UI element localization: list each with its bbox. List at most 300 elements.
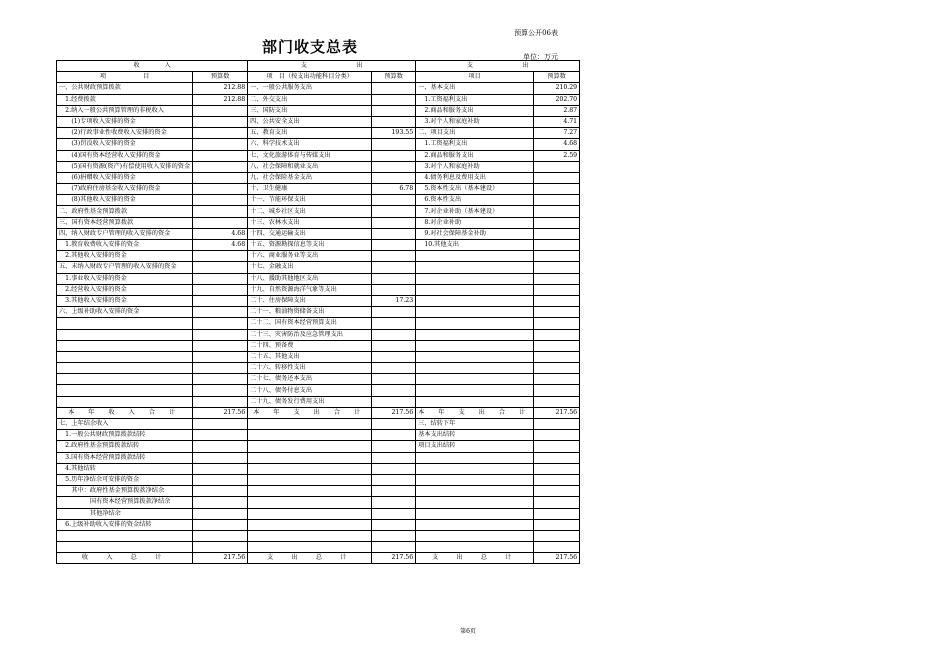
table-row xyxy=(57,542,580,553)
table-cell xyxy=(193,217,248,228)
table-cell xyxy=(534,329,580,340)
table-cell xyxy=(193,262,248,273)
table-row xyxy=(57,139,580,150)
total-row-right-label: 支 出 总 计 xyxy=(416,553,534,564)
table-cell xyxy=(193,295,248,306)
table-row xyxy=(57,228,580,239)
table-cell xyxy=(534,251,580,262)
table-cell: 十六、商业服务业等支出 xyxy=(248,251,372,262)
table-row xyxy=(57,385,580,396)
table-cell xyxy=(534,295,580,306)
table-cell xyxy=(372,195,416,206)
header-row-1 xyxy=(57,61,580,72)
table-cell xyxy=(372,430,416,441)
table-cell: (6)捐赠收入安排的资金 xyxy=(57,172,193,183)
table-cell xyxy=(193,340,248,351)
table-cell xyxy=(193,273,248,284)
table-cell xyxy=(372,206,416,217)
table-cell xyxy=(193,318,248,329)
subtotal-row-expense-value: 217.56 xyxy=(372,407,416,418)
table-cell: 4.68 xyxy=(193,240,248,251)
table-cell: 212.88 xyxy=(193,83,248,94)
col-budget3-header: 预算数 xyxy=(534,72,580,83)
table-cell xyxy=(534,474,580,485)
table-cell xyxy=(372,172,416,183)
table-cell xyxy=(416,318,534,329)
table-cell xyxy=(248,441,372,452)
table-cell xyxy=(193,385,248,396)
total-row-income-label: 收 入 总 计 xyxy=(57,553,193,564)
table-row xyxy=(57,251,580,262)
page-title: 部门收支总表 xyxy=(261,38,358,56)
table-cell: 二十一、粮油物资储备支出 xyxy=(248,307,372,318)
table-cell: 二十四、预备费 xyxy=(248,340,372,351)
table-row xyxy=(57,206,580,217)
table-cell: 3.其他收入安排的资金 xyxy=(57,295,193,306)
table-cell xyxy=(416,530,534,541)
table-cell: 4.68 xyxy=(193,228,248,239)
table-cell: 2.政府性基金预算拨款结转 xyxy=(57,441,193,452)
table-cell xyxy=(372,441,416,452)
table-cell: 二十九、债务发行费用支出 xyxy=(248,396,372,407)
table-cell xyxy=(534,172,580,183)
table-cell xyxy=(534,161,580,172)
table-cell xyxy=(57,329,193,340)
table-cell xyxy=(372,284,416,295)
table-cell: 1.工资福利支出 xyxy=(416,139,534,150)
col-budget-header: 预算数 xyxy=(193,72,248,83)
table-row xyxy=(57,284,580,295)
table-cell: 八、社会保障和就业支出 xyxy=(248,161,372,172)
table-cell: (4)国有资本经营收入安排的资金 xyxy=(57,150,193,161)
table-row xyxy=(57,116,580,127)
table-cell: 一、一般公共服务支出 xyxy=(248,83,372,94)
table-row xyxy=(57,452,580,463)
table-cell xyxy=(416,340,534,351)
table-cell: 1.教育收费收入安排的资金 xyxy=(57,240,193,251)
table-cell: 3.对个人和家庭补助 xyxy=(416,116,534,127)
table-cell: 3.国有资本经营预算拨款结转 xyxy=(57,452,193,463)
table-cell xyxy=(372,251,416,262)
table-cell xyxy=(416,396,534,407)
table-row xyxy=(57,340,580,351)
table-cell xyxy=(416,474,534,485)
table-row xyxy=(57,273,580,284)
table-cell xyxy=(193,195,248,206)
table-cell xyxy=(193,139,248,150)
table-cell xyxy=(416,273,534,284)
table-cell: 二十五、其他支出 xyxy=(248,351,372,362)
table-cell xyxy=(534,228,580,239)
table-row xyxy=(57,519,580,530)
col-item-header: 项 目 xyxy=(57,72,193,83)
table-cell xyxy=(534,497,580,508)
subtotal-row-right-value: 217.56 xyxy=(534,407,580,418)
table-cell: 5.历年净结余可安排的资金 xyxy=(57,474,193,485)
table-cell: (1)专项收入安排的资金 xyxy=(57,116,193,127)
table-cell: 三、国防支出 xyxy=(248,105,372,116)
table-cell xyxy=(193,184,248,195)
table-cell xyxy=(372,217,416,228)
table-cell: 十七、金融支出 xyxy=(248,262,372,273)
table-cell: 十一、节能环保支出 xyxy=(248,195,372,206)
table-cell: 一、公共财政预算拨款 xyxy=(57,83,193,94)
col-item2-header: 项目 xyxy=(416,72,534,83)
table-cell xyxy=(193,329,248,340)
table-cell: 其他净结余 xyxy=(57,508,193,519)
table-row xyxy=(57,105,580,116)
total-row-expense-value: 217.56 xyxy=(372,553,416,564)
table-cell xyxy=(534,419,580,430)
table-cell: 212.88 xyxy=(193,94,248,105)
table-cell xyxy=(534,240,580,251)
table-row xyxy=(57,295,580,306)
table-cell: 二十八、债务付息支出 xyxy=(248,385,372,396)
table-cell xyxy=(534,340,580,351)
total-row-income-value: 217.56 xyxy=(193,553,248,564)
table-cell xyxy=(372,307,416,318)
table-row xyxy=(57,497,580,508)
table-cell xyxy=(534,217,580,228)
form-tag: 预算公开06表 xyxy=(514,29,558,37)
table-cell: 4.债务利息及费用支出 xyxy=(416,172,534,183)
table-cell: 六、上级补助收入安排的资金 xyxy=(57,307,193,318)
subtotal-row xyxy=(57,407,580,418)
table-row xyxy=(57,374,580,385)
table-cell xyxy=(372,340,416,351)
table-cell: 三、结转下年 xyxy=(416,419,534,430)
table-cell xyxy=(193,150,248,161)
table-cell xyxy=(372,508,416,519)
table-cell: 5.资本性支出（基本建设） xyxy=(416,184,534,195)
table-cell: 二十三、灾害防治及应急管理支出 xyxy=(248,329,372,340)
table-row xyxy=(57,83,580,94)
table-cell xyxy=(372,228,416,239)
table-cell: 9.对社会保障基金补助 xyxy=(416,228,534,239)
table-cell xyxy=(416,542,534,553)
table-cell xyxy=(372,139,416,150)
table-cell xyxy=(372,83,416,94)
table-cell: 2.87 xyxy=(534,105,580,116)
table-cell: 十、卫生健康 xyxy=(248,184,372,195)
table-cell xyxy=(57,363,193,374)
table-cell: 8.对企业补助 xyxy=(416,217,534,228)
table-cell: 202.70 xyxy=(534,94,580,105)
table-cell: 三、国有资本经营预算拨款 xyxy=(57,217,193,228)
table-cell xyxy=(248,542,372,553)
table-cell xyxy=(193,519,248,530)
table-cell xyxy=(193,374,248,385)
table-cell: 二十六、转移性支出 xyxy=(248,363,372,374)
table-cell xyxy=(372,374,416,385)
table-cell xyxy=(193,474,248,485)
subtotal-row-right-label: 本 年 支 出 合 计 xyxy=(416,407,534,418)
col-func-header: 项 目（按支出功能科目分类） xyxy=(248,72,372,83)
table-row xyxy=(57,172,580,183)
table-row xyxy=(57,262,580,273)
table-cell xyxy=(372,318,416,329)
total-row xyxy=(57,553,580,564)
table-cell xyxy=(372,452,416,463)
table-cell xyxy=(534,262,580,273)
total-row-expense-label: 支 出 总 计 xyxy=(248,553,372,564)
table-row xyxy=(57,128,580,139)
table-cell xyxy=(372,474,416,485)
table-cell: 10.其他支出 xyxy=(416,240,534,251)
table-cell: 7.27 xyxy=(534,128,580,139)
table-cell xyxy=(193,172,248,183)
table-cell xyxy=(416,508,534,519)
table-cell xyxy=(372,419,416,430)
table-cell xyxy=(193,396,248,407)
table-cell xyxy=(193,206,248,217)
table-cell xyxy=(416,351,534,362)
table-cell xyxy=(248,497,372,508)
table-cell xyxy=(534,452,580,463)
table-cell xyxy=(534,206,580,217)
table-cell: 基本支出结转 xyxy=(416,430,534,441)
table-cell xyxy=(57,351,193,362)
table-cell xyxy=(416,262,534,273)
table-cell xyxy=(372,396,416,407)
table-cell: 一、基本支出 xyxy=(416,83,534,94)
table-cell: (2)行政事业性收费收入安排的资金 xyxy=(57,128,193,139)
table-cell xyxy=(193,363,248,374)
table-cell xyxy=(248,463,372,474)
table-cell: 九、社会保险基金支出 xyxy=(248,172,372,183)
table-cell: 十五、资源勘探信息等支出 xyxy=(248,240,372,251)
table-cell xyxy=(534,396,580,407)
table-cell: (3)罚没收入安排的资金 xyxy=(57,139,193,150)
table-cell: 4.71 xyxy=(534,116,580,127)
table-cell xyxy=(416,497,534,508)
table-cell xyxy=(57,385,193,396)
table-row xyxy=(57,94,580,105)
table-row xyxy=(57,441,580,452)
table-cell xyxy=(534,273,580,284)
table-cell: 六、科学技术支出 xyxy=(248,139,372,150)
table-cell: 1.事业收入安排的资金 xyxy=(57,273,193,284)
table-cell: 2.商品和服务支出 xyxy=(416,105,534,116)
table-cell xyxy=(57,542,193,553)
table-cell: 二、项目支出 xyxy=(416,128,534,139)
table-cell xyxy=(248,474,372,485)
table-cell xyxy=(57,396,193,407)
table-cell xyxy=(534,385,580,396)
table-cell: 五、未纳入财政专户管理的收入安排的资金 xyxy=(57,262,193,273)
table-cell xyxy=(193,530,248,541)
table-row xyxy=(57,240,580,251)
table-row xyxy=(57,161,580,172)
table-cell: 四、纳入财政专户管理的收入安排的资金 xyxy=(57,228,193,239)
table-cell: 二、外交支出 xyxy=(248,94,372,105)
table-cell xyxy=(416,486,534,497)
table-row xyxy=(57,530,580,541)
table-cell xyxy=(416,463,534,474)
table-cell xyxy=(534,542,580,553)
table-cell: 二十二、国有资本经营预算支出 xyxy=(248,318,372,329)
budget-table xyxy=(56,60,580,564)
table-cell: 210.29 xyxy=(534,83,580,94)
table-cell xyxy=(534,441,580,452)
table-cell xyxy=(193,441,248,452)
table-cell xyxy=(534,363,580,374)
table-cell: 二十七、债务还本支出 xyxy=(248,374,372,385)
total-row-right-value: 217.56 xyxy=(534,553,580,564)
table-cell xyxy=(193,508,248,519)
table-cell xyxy=(534,508,580,519)
table-cell: 1.一般公共财政预算拨款结转 xyxy=(57,430,193,441)
table-cell: 2.59 xyxy=(534,150,580,161)
table-cell xyxy=(193,419,248,430)
table-cell xyxy=(372,273,416,284)
table-row xyxy=(57,217,580,228)
table-cell xyxy=(534,519,580,530)
table-cell: 十三、农林水支出 xyxy=(248,217,372,228)
table-cell xyxy=(248,508,372,519)
table-cell: 1.经费拨款 xyxy=(57,94,193,105)
table-cell: 193.55 xyxy=(372,128,416,139)
table-cell xyxy=(372,262,416,273)
table-cell: 十八、援助其他地区支出 xyxy=(248,273,372,284)
table-cell xyxy=(534,284,580,295)
col-budget2-header: 预算数 xyxy=(372,72,416,83)
table-cell xyxy=(57,318,193,329)
table-cell xyxy=(416,452,534,463)
table-cell: 二、政府性基金预算拨款 xyxy=(57,206,193,217)
table-cell: 6.上级补助收入安排的资金结转 xyxy=(57,519,193,530)
table-cell xyxy=(416,374,534,385)
table-cell: 2.纳入一般公共预算管理的非税收入 xyxy=(57,105,193,116)
table-row xyxy=(57,486,580,497)
subtotal-row-expense-label: 本 年 支 出 合 计 xyxy=(248,407,372,418)
table-cell xyxy=(193,307,248,318)
table-cell xyxy=(534,195,580,206)
table-cell: 十四、交通运输支出 xyxy=(248,228,372,239)
table-row xyxy=(57,419,580,430)
subtotal-row-income-label: 本 年 收 入 合 计 xyxy=(57,407,193,418)
table-cell: 17.23 xyxy=(372,295,416,306)
table-cell xyxy=(193,128,248,139)
table-cell xyxy=(57,374,193,385)
table-row xyxy=(57,508,580,519)
table-cell xyxy=(193,116,248,127)
expense-header-right: 支 出 xyxy=(416,61,580,72)
table-cell: 4.68 xyxy=(534,139,580,150)
table-cell xyxy=(248,486,372,497)
table-cell xyxy=(372,530,416,541)
table-cell xyxy=(372,463,416,474)
table-cell: 2.其他收入安排的资金 xyxy=(57,251,193,262)
table-cell xyxy=(372,351,416,362)
table-cell xyxy=(193,497,248,508)
table-cell xyxy=(193,486,248,497)
table-cell xyxy=(534,351,580,362)
table-cell xyxy=(193,463,248,474)
page-footer: 第6页 xyxy=(460,628,476,635)
table-cell: (8)其他收入安排的资金 xyxy=(57,195,193,206)
table-row xyxy=(57,329,580,340)
table-cell xyxy=(372,385,416,396)
table-cell xyxy=(534,318,580,329)
table-cell xyxy=(248,530,372,541)
table-cell: 2.经营收入安排的资金 xyxy=(57,284,193,295)
expense-header-mid: 支 出 xyxy=(248,61,416,72)
table-row xyxy=(57,318,580,329)
table-row xyxy=(57,150,580,161)
table-cell xyxy=(372,105,416,116)
table-cell: 6.78 xyxy=(372,184,416,195)
unit-label: 单位：万元 xyxy=(523,53,558,61)
table-cell xyxy=(372,363,416,374)
table-row xyxy=(57,430,580,441)
table-cell xyxy=(193,105,248,116)
table-cell xyxy=(372,329,416,340)
table-cell xyxy=(534,430,580,441)
table-cell xyxy=(416,295,534,306)
table-row xyxy=(57,463,580,474)
table-cell: 项目支出结转 xyxy=(416,441,534,452)
table-cell xyxy=(248,419,372,430)
table-cell: 其中：政府性基金预算拨款净结余 xyxy=(57,486,193,497)
table-cell xyxy=(193,430,248,441)
table-cell xyxy=(416,284,534,295)
table-cell: 四、公共安全支出 xyxy=(248,116,372,127)
table-cell: 4.其他结转 xyxy=(57,463,193,474)
table-cell xyxy=(372,150,416,161)
table-cell xyxy=(193,161,248,172)
income-header: 收 入 xyxy=(57,61,248,72)
header-row-2 xyxy=(57,72,580,83)
table-cell xyxy=(57,340,193,351)
table-cell xyxy=(372,116,416,127)
table-cell xyxy=(416,251,534,262)
table-cell xyxy=(416,385,534,396)
table-cell xyxy=(534,530,580,541)
table-cell xyxy=(416,307,534,318)
table-row xyxy=(57,184,580,195)
subtotal-row-income-value: 217.56 xyxy=(193,407,248,418)
table-cell: (5)国有资源(资产)有偿使用收入安排的资金 xyxy=(57,161,193,172)
table-cell: 7.对企业补助（基本建设） xyxy=(416,206,534,217)
table-row xyxy=(57,396,580,407)
table-cell xyxy=(248,430,372,441)
table-cell xyxy=(416,363,534,374)
table-cell xyxy=(372,497,416,508)
table-cell: 二十、住房保障支出 xyxy=(248,295,372,306)
table-cell xyxy=(248,452,372,463)
table-row xyxy=(57,363,580,374)
table-cell xyxy=(372,94,416,105)
table-cell xyxy=(534,184,580,195)
table-cell xyxy=(193,351,248,362)
table-cell xyxy=(416,329,534,340)
table-cell xyxy=(534,486,580,497)
table-cell xyxy=(372,240,416,251)
table-row xyxy=(57,307,580,318)
table-cell xyxy=(372,486,416,497)
table-cell: 五、教育支出 xyxy=(248,128,372,139)
table-row xyxy=(57,195,580,206)
table-cell xyxy=(57,530,193,541)
table-cell: 国有资本经营预算拨款净结余 xyxy=(57,497,193,508)
table-cell: 2.商品和服务支出 xyxy=(416,150,534,161)
table-cell xyxy=(193,251,248,262)
table-cell: 七、文化旅游体育与传媒支出 xyxy=(248,150,372,161)
table-cell xyxy=(372,161,416,172)
table-cell xyxy=(193,542,248,553)
table-cell xyxy=(372,542,416,553)
